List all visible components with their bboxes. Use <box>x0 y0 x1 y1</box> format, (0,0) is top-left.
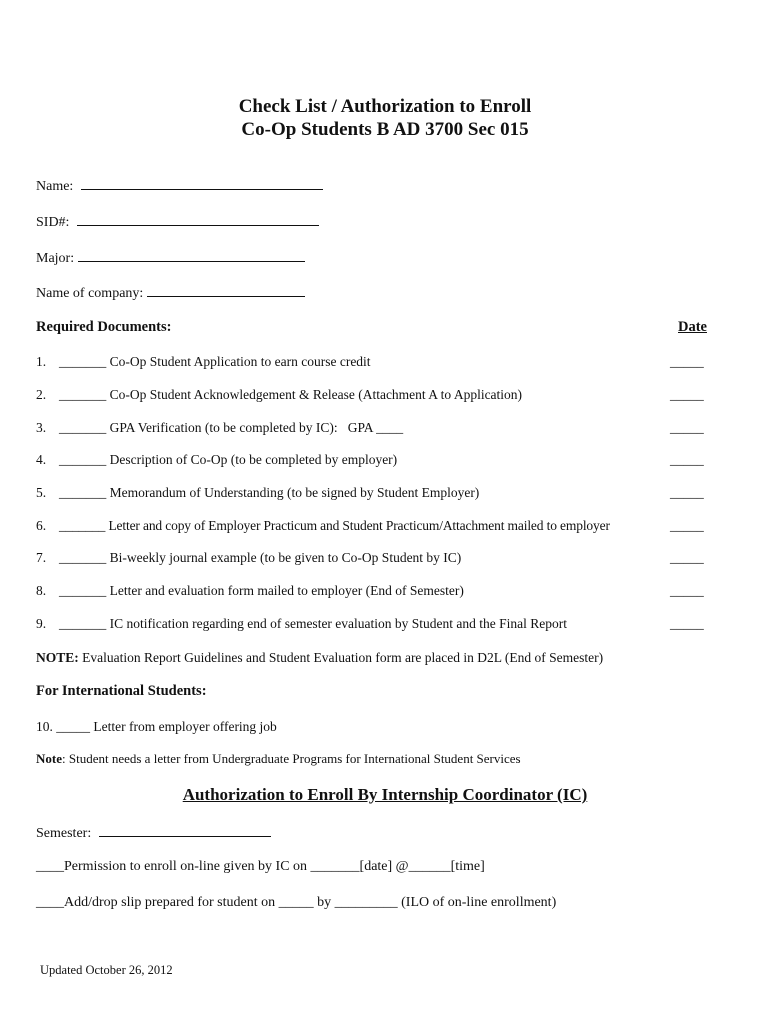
international-heading: For International Students: <box>36 683 207 699</box>
item-text: Co-Op Student Application to earn course credit <box>109 354 371 369</box>
semester-field[interactable] <box>36 823 271 842</box>
item-text: Bi-weekly journal example (to be given to Co-Op Student by IC) <box>109 550 462 565</box>
date-blank[interactable]: _____ <box>670 387 704 402</box>
date-heading: Date <box>678 319 707 335</box>
date-blank[interactable]: _____ <box>670 550 704 565</box>
item-text: Memorandum of Understanding (to be signed by Student Employer) <box>109 485 480 500</box>
item-text: Letter from employer offering job <box>93 719 277 734</box>
item-line[interactable] <box>59 583 464 599</box>
item-text: Description of Co-Op (to be completed by employer) <box>109 452 398 467</box>
item-line[interactable] <box>59 452 397 468</box>
item-line[interactable] <box>59 518 610 534</box>
item-line[interactable] <box>59 616 567 632</box>
item-blank[interactable]: _____ <box>56 719 90 734</box>
date-blank[interactable]: _____ <box>670 616 704 631</box>
name-blank[interactable] <box>81 176 323 190</box>
note-label: NOTE: <box>36 650 79 665</box>
item-blank[interactable]: _______ <box>59 354 107 369</box>
item-text: IC notification regarding end of semester evaluation by Student and the Final Report <box>109 616 568 631</box>
item-number: 9. <box>36 616 47 631</box>
item-text: Letter and copy of Employer Practicum and Student Practicum/Attachment mailed to employer <box>108 518 610 533</box>
item-number: 2. <box>36 387 47 402</box>
required-documents-heading: Required Documents: <box>36 319 172 335</box>
name-field[interactable] <box>36 176 323 195</box>
date-blank[interactable]: _____ <box>670 354 704 369</box>
date-blank[interactable]: _____ <box>670 420 704 435</box>
international-note <box>36 751 521 767</box>
permission-line[interactable]: ____Permission to enroll on-line given by IC on _______[date] @______[time] <box>36 859 485 874</box>
semester-blank[interactable] <box>99 823 271 837</box>
item-number: 8. <box>36 583 47 598</box>
note-text: Evaluation Report Guidelines and Student Evaluation form are placed in D2L (End of Semester) <box>78 650 604 665</box>
item-blank[interactable]: _______ <box>59 550 107 565</box>
item-line[interactable] <box>59 420 403 436</box>
major-blank[interactable] <box>78 248 305 262</box>
date-blank[interactable]: _____ <box>670 518 704 533</box>
evaluation-note <box>36 650 603 666</box>
item-blank[interactable]: _______ <box>59 420 107 435</box>
item-line[interactable] <box>59 354 371 370</box>
note-label: Note <box>36 751 62 766</box>
item-text: GPA Verification (to be completed by IC): GPA ____ <box>109 420 404 435</box>
major-field[interactable] <box>36 248 305 267</box>
sid-label: SID#: <box>36 215 70 230</box>
item-blank[interactable]: _______ <box>59 485 107 500</box>
item-number: 6. <box>36 518 47 533</box>
item-text: Letter and evaluation form mailed to employer (End of Semester) <box>109 583 464 598</box>
item-blank[interactable]: _______ <box>59 452 107 467</box>
date-blank[interactable]: _____ <box>670 485 704 500</box>
item-text: Co-Op Student Acknowledgement & Release (Attachment A to Application) <box>109 387 523 402</box>
item-blank[interactable]: _______ <box>59 518 106 533</box>
item-line[interactable] <box>59 550 461 566</box>
sid-field[interactable] <box>36 212 319 231</box>
international-item <box>36 719 277 735</box>
document-title: Check List / Authorization to Enroll <box>238 96 532 117</box>
item-number: 3. <box>36 420 47 435</box>
item-line[interactable] <box>59 485 479 501</box>
item-line[interactable] <box>59 387 522 403</box>
item-number: 10. <box>36 719 53 734</box>
updated-date: Updated October 26, 2012 <box>40 963 173 977</box>
company-field[interactable] <box>36 283 305 302</box>
major-label: Major: <box>36 251 75 266</box>
course-title: Co-Op Students B AD 3700 Sec 015 <box>241 119 529 140</box>
note-text: : Student needs a letter from Undergraduate Programs for International Student Services <box>62 751 521 766</box>
item-blank[interactable]: _______ <box>59 583 107 598</box>
add-drop-line[interactable]: ____Add/drop slip prepared for student on _____ by _________ (ILO of on-line enrollment) <box>36 895 557 910</box>
item-number: 1. <box>36 354 47 369</box>
sid-blank[interactable] <box>77 212 319 226</box>
name-label: Name: <box>36 179 74 194</box>
item-number: 4. <box>36 452 47 467</box>
date-blank[interactable]: _____ <box>670 452 704 467</box>
item-blank[interactable]: _______ <box>59 616 107 631</box>
authorization-heading: Authorization to Enroll By Internship Coordinator (IC) <box>182 785 588 804</box>
company-label: Name of company: <box>36 286 144 301</box>
company-blank[interactable] <box>147 283 305 297</box>
item-number: 5. <box>36 485 47 500</box>
item-number: 7. <box>36 550 47 565</box>
semester-label: Semester: <box>36 826 92 841</box>
date-blank[interactable]: _____ <box>670 583 704 598</box>
item-blank[interactable]: _______ <box>59 387 107 402</box>
